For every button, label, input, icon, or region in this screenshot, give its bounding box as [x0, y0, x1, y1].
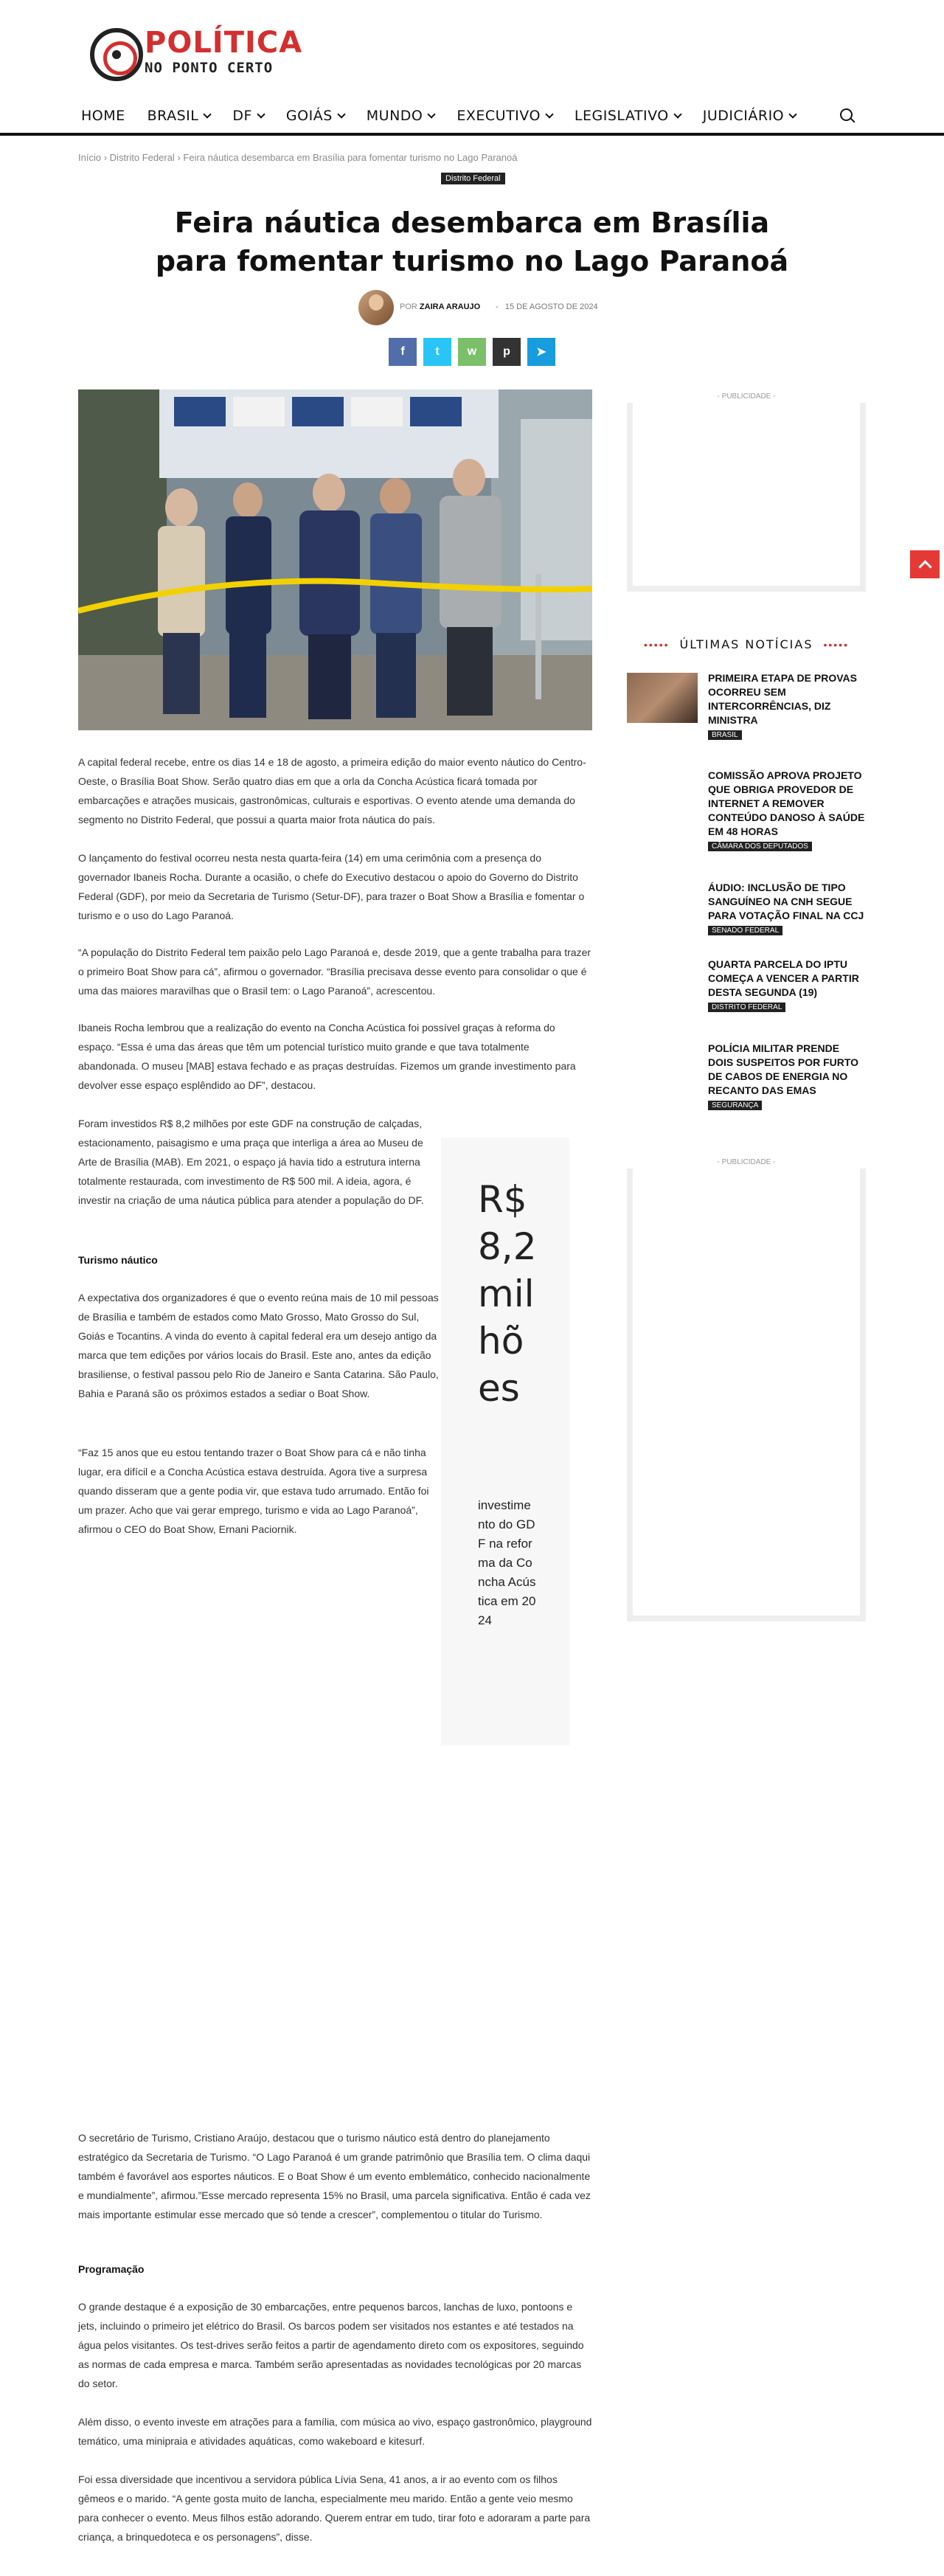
ad-slot[interactable] [627, 1168, 866, 1621]
news-category-tag[interactable]: CÂMARA DOS DEPUTADOS [708, 842, 812, 851]
news-category-tag[interactable]: BRASIL [708, 730, 742, 740]
facebook-share-button[interactable] [389, 338, 417, 366]
pullquote-figure: R$ 8,2 milhões [478, 1178, 537, 1410]
section-heading: Turismo náutico [78, 1254, 158, 1266]
nav-item-goias[interactable]: GOIÁS [286, 108, 344, 124]
chevron-down-icon [673, 110, 681, 118]
logo-subtitle: NO PONTO CERTO [145, 60, 274, 76]
logo-title: POLÍTICA [145, 26, 303, 60]
article-paragraph: “Faz 15 anos que eu estou tentando trazer o Boat Show para cá e não tinha lugar, era difícil e a Concha Acústica estava destruída. Agora tive a surpresa quando disseram que a gente podia vir, que estava tudo arrumado. Então foi um prazer. Acho que vai gerar emprego, turismo e vida ao Lago Paranoá”, afirmou o CEO do Boat Show, Ernani Paciornik. [78, 1447, 429, 1535]
news-category-tag[interactable]: SEGURANÇA [708, 1101, 762, 1110]
nav-item-home[interactable]: HOME [81, 108, 125, 124]
publish-date: - 15 DE AGOSTO DE 2024 [496, 302, 598, 311]
ad-label: - PUBLICIDADE - [717, 1158, 776, 1166]
site-logo[interactable] [90, 27, 304, 84]
print-icon: p [503, 345, 510, 358]
news-item[interactable]: QUARTA PARCELA DO IPTU COMEÇA A VENCER A PARTIR DESTA SEGUNDA (19) DISTRITO FEDERAL [708, 958, 859, 1011]
breadcrumb-section[interactable]: Distrito Federal [109, 152, 175, 163]
pullquote-box [441, 1138, 569, 1745]
main-nav [81, 103, 863, 128]
news-thumbnail[interactable] [627, 673, 698, 723]
nav-item-brasil[interactable]: BRASIL [148, 108, 211, 124]
whatsapp-icon: w [467, 345, 477, 358]
nav-item-executivo[interactable]: EXECUTIVO [457, 108, 552, 124]
twitter-icon: t [435, 345, 440, 358]
pullquote-caption: investimento do GDF na reforma da Concha Acústica em 2024 [478, 1498, 536, 1627]
chevron-down-icon [257, 110, 265, 118]
chevron-down-icon [337, 110, 345, 118]
telegram-share-button[interactable] [527, 338, 555, 366]
article-hero-image [78, 389, 592, 730]
breadcrumb-home[interactable]: Início [78, 152, 102, 163]
scroll-to-top-button[interactable] [910, 550, 940, 578]
nav-item-judiciario[interactable]: JUDICIÁRIO [703, 108, 796, 124]
chevron-down-icon [545, 110, 553, 118]
nav-item-mundo[interactable]: MUNDO [367, 108, 435, 124]
chevron-down-icon [428, 110, 436, 118]
chevron-down-icon [204, 110, 212, 118]
article-paragraph: “A população do Distrito Federal tem paixão pelo Lago Paranoá e, desde 2019, que a gente trabalha para trazer o primeiro Boat Show para cá”, afirmou o governador. “Brasília precisava desse evento para consolidar o que é uma das maiores maravilhas que o Brasil tem: o Lago Paranoá”, acrescentou. [78, 946, 591, 997]
chevron-down-icon [788, 110, 796, 118]
news-item[interactable]: POLÍCIA MILITAR PRENDE DOIS SUSPEITOS POR FURTO DE CABOS DE ENERGIA NO RECANTO DAS EMAS SEGURANÇA [708, 1042, 859, 1109]
article-paragraph: O grande destaque é a exposição de 30 embarcações, entre pequenos barcos, lanchas de luxo, pontoons e jets, incluindo o primeiro jet elétrico do Brasil. Os barcos podem ser visitados nos estantes e até testados na água pelos visitantes. Os test-drives serão feitos a partir de agendamento direto com os expositores, seguindo as normas de cada empresa e marca. Também serão apresentadas as novidades tecnológicas por 20 marcas do setor. [78, 2301, 584, 2389]
article-paragraph: O secretário de Turismo, Cristiano Araújo, destacou que o turismo náutico está dentro do planejamento estratégico da Secretaria de Turismo. “O Lago Paranoá é um grande patrimônio que Brasília tem. O clima daqui também é favorável aos esportes náuticos. E o Boat Show é um evento emblemático, conhecido nacionalmente e mundialmente”, afirmou.”Esse mercado representa 15% no Brasil, uma parcela significativa. Então é cada vez mais importante estimular esse mercado que só tende a crescer”, complementou o titular do Turismo. [78, 2132, 591, 2220]
article-paragraph: O lançamento do festival ocorreu nesta nesta quarta-feira (14) em uma cerimônia com a presença do governador Ibaneis Rocha. Durante a ocasião, o chefe do Executivo destacou o apoio do Governo do Distrito Federal (GDF), por meio da Secretaria de Turismo (Setur-DF), para trazer o Boat Show a Brasília e fomentar o turismo e o uso do Lago Paranoá. [78, 852, 585, 921]
breadcrumb-current: Feira náutica desembarca em Brasília para fomentar turismo no Lago Paranoá [183, 152, 518, 163]
ad-label: - PUBLICIDADE - [717, 392, 776, 401]
news-item[interactable]: COMISSÃO APROVA PROJETO QUE OBRIGA PROVEDOR DE INTERNET A REMOVER CONTEÚDO DANOSO À SAÚDE EM 48 HORAS CÂMARA DOS DEPUTADOS [708, 769, 865, 851]
article-title: Feira náutica desembarca em Brasília para fomentar turismo no Lago Paranoá [155, 207, 789, 277]
print-button[interactable] [493, 338, 521, 366]
search-icon[interactable] [839, 108, 856, 124]
nav-item-df[interactable]: DF [232, 108, 264, 124]
article-paragraph: Foi essa diversidade que incentivou a servidora pública Lívia Sena, 41 anos, a ir ao evento com os filhos gêmeos e o marido. “A gente gosta muito de lancha, especialmente meu marido. Então a gente veio mesmo para conhecer o evento. Meus filhos estão adorando. Querem entrar em tudo, tirar foto e adoraram a parte para criança, a brinquedoteca e os personagens”, disse. [78, 2473, 591, 2543]
news-item[interactable]: PRIMEIRA ETAPA DE PROVAS OCORREU SEM INTERCORRÊNCIAS, DIZ MINISTRA BRASIL [708, 672, 857, 739]
logo-target-icon [90, 28, 143, 81]
author-avatar[interactable] [358, 290, 394, 325]
telegram-icon: ➤ [536, 346, 546, 359]
category-badge[interactable]: Distrito Federal [441, 173, 505, 184]
article-paragraph: Foram investidos R$ 8,2 milhões por este GDF na construção de calçadas, estacionamento, paisagismo e uma praça que interliga a área ao Museu de Arte de Brasília (MAB). Em 2021, o espaço já havia tido a estrutura interna totalmente restaurada, com investimento de R$ 500 mil. A ideia, agora, é investir na criação de uma náutica pública para atender a população do DF. [78, 1118, 424, 1206]
facebook-icon: f [400, 345, 405, 358]
twitter-share-button[interactable] [423, 338, 451, 366]
ribbon-cutting-photo [78, 389, 592, 730]
news-item[interactable]: ÁUDIO: INCLUSÃO DE TIPO SANGUÍNEO NA CNH SEGUE PARA VOTAÇÃO FINAL NA CCJ SENADO FEDERAL [708, 882, 864, 935]
nav-item-legislativo[interactable]: LEGISLATIVO [575, 108, 681, 124]
section-heading: Programação [78, 2263, 145, 2275]
ad-slot[interactable] [627, 403, 866, 592]
article-paragraph: Além disso, o evento investe em atrações para a família, com música ao vivo, espaço gastronômico, playground temático, uma minipraia e atividades aquáticas, como wakeboard e kitesurf. [78, 2416, 592, 2447]
author-name[interactable]: ZAIRA ARAUJO [419, 302, 481, 311]
news-category-tag[interactable]: DISTRITO FEDERAL [708, 1003, 785, 1012]
breadcrumb: Início › Distrito Federal › Feira náutica desembarca em Brasília para fomentar turismo no Lago Paranoá [78, 152, 518, 163]
whatsapp-share-button[interactable] [458, 338, 486, 366]
nav-divider [0, 133, 944, 136]
news-category-tag[interactable]: SENADO FEDERAL [708, 926, 782, 935]
article-paragraph: A expectativa dos organizadores é que o evento reúna mais de 10 mil pessoas de Brasília e também de estados como Mato Grosso, Mato Grosso do Sul, Goiás e Tocantins. A vinda do evento à capital federal era um desejo antigo da marca que tem edições por vários locais do Brasil. Este ano, antes da edição brasiliense, o festival passou pelo Rio de Janeiro e Santa Catarina. São Paulo, Bahia e Paraná são os próximos estados a sediar o Boat Show. [78, 1292, 439, 1399]
author-byline: POR ZAIRA ARAUJO [400, 302, 481, 311]
article-paragraph: A capital federal recebe, entre os dias 14 e 18 de agosto, a primeira edição do maior evento náutico do Centro-Oeste, o Brasília Boat Show. Serão quatro dias em que a orla da Concha Acústica ficará tomada por embarcações e atrações musicais, gastronômicas, culturais e esportivas. O evento atende uma demanda do segmento no Distrito Federal, que possui a quarta maior frota náutica do país. [78, 756, 586, 825]
latest-news-heading: ••••• ÚLTIMAS NOTÍCIAS ••••• [644, 637, 849, 651]
article-paragraph: Ibaneis Rocha lembrou que a realização do evento na Concha Acústica foi possível graças à reforma do espaço. “Essa é uma das áreas que têm um potencial turístico muito grande e que tava totalmente abandonada. O museu [MAB] estava fechado e as praças destruídas. Fizemos um grande investimento para devolver esse espaço esplêndido ao DF”, destacou. [78, 1022, 576, 1091]
